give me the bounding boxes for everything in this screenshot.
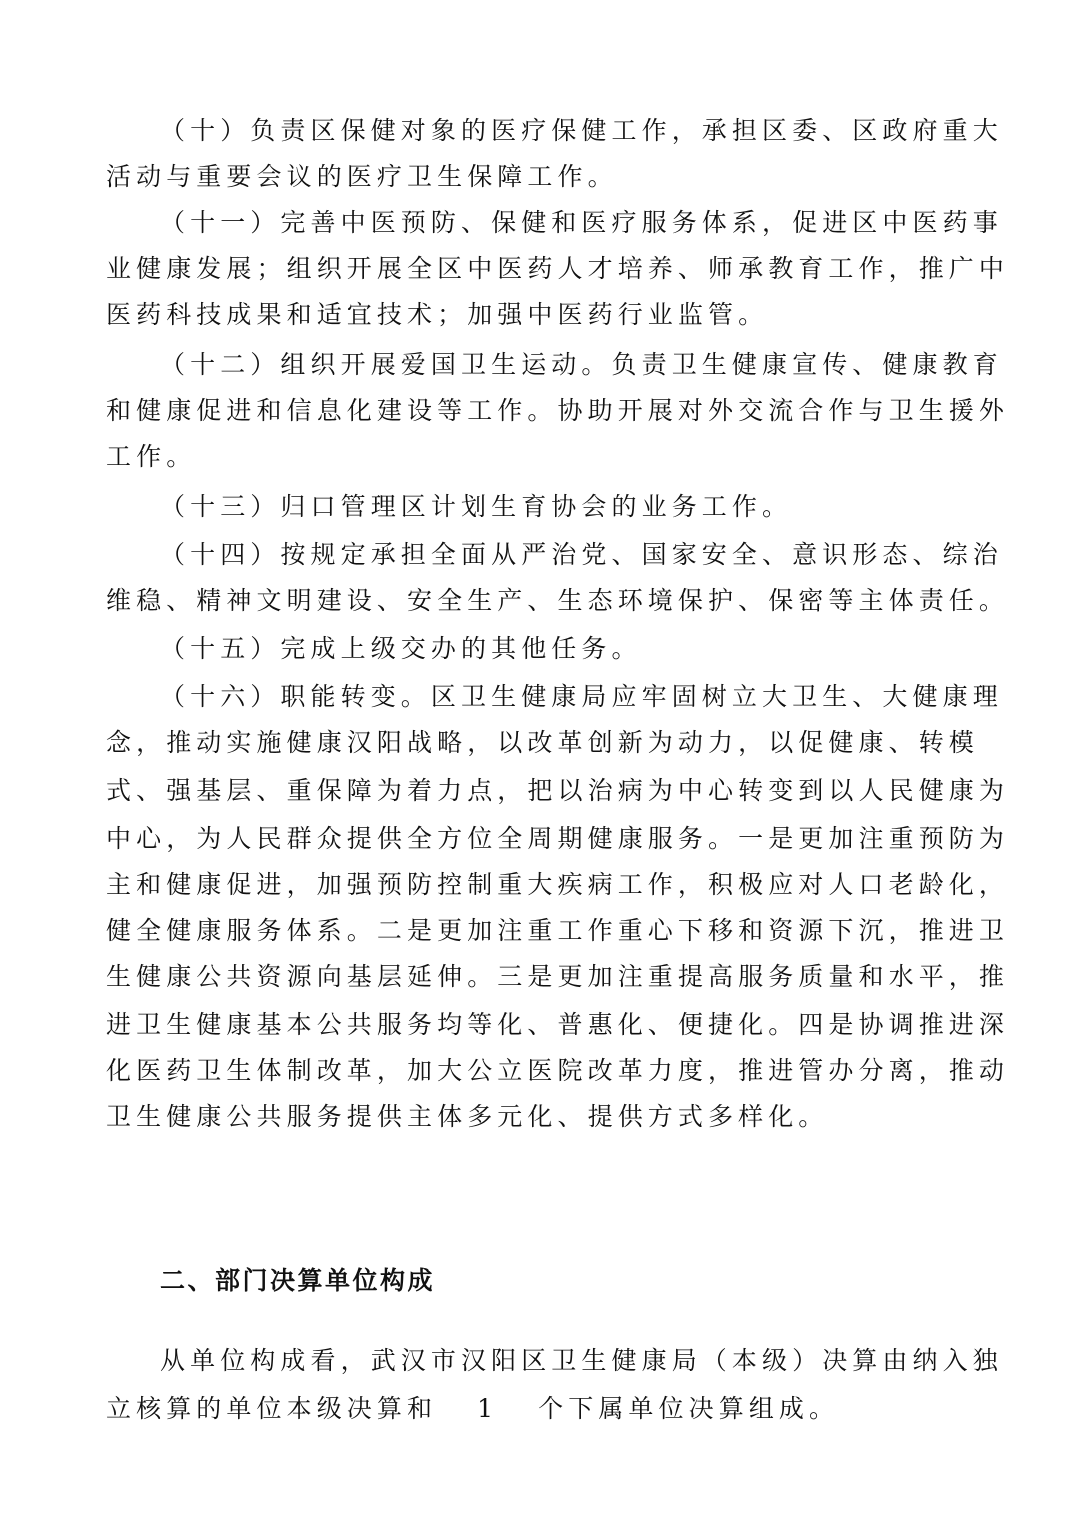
paragraph-line: 活动与重要会议的医疗卫生保障工作。 — [106, 162, 618, 191]
unit-composition-text: 立核算的单位本级决算和 — [106, 1394, 438, 1423]
paragraph-line: （十六）职能转变。区卫生健康局应牢固树立大卫生、大健康理 — [160, 682, 1003, 711]
paragraph-line: 和健康促进和信息化建设等工作。协助开展对外交流合作与卫生援外 — [106, 396, 1010, 425]
paragraph-line: （十四）按规定承担全面从严治党、国家安全、意识形态、综治 — [160, 540, 1003, 569]
paragraph-line: 医药科技成果和适宜技术；加强中医药行业监管。 — [106, 300, 769, 329]
paragraph-line: 念，推动实施健康汉阳战略，以改革创新为动力，以促健康、转模 — [106, 728, 979, 757]
paragraph-line: 主和健康促进，加强预防控制重大疾病工作，积极应对人口老龄化， — [106, 870, 1010, 899]
paragraph-line — [106, 1394, 839, 1424]
paragraph-line: （十二）组织开展爱国卫生运动。负责卫生健康宣传、健康教育 — [160, 350, 1003, 379]
paragraph-line: 生健康公共资源向基层延伸。三是更加注重提高服务质量和水平，推 — [106, 962, 1010, 991]
paragraph-line: 式、强基层、重保障为着力点，把以治病为中心转变到以人民健康为 — [106, 776, 1010, 805]
paragraph-line: （十一）完善中医预防、保健和医疗服务体系，促进区中医药事 — [160, 208, 1003, 237]
paragraph-line: 从单位构成看，武汉市汉阳区卫生健康局（本级）决算由纳入独 — [160, 1346, 1003, 1375]
paragraph-line: 化医药卫生体制改革，加大公立医院改革力度，推进管办分离，推动 — [106, 1056, 1010, 1085]
paragraph-line: 健全健康服务体系。二是更加注重工作重心下移和资源下沉，推进卫 — [106, 916, 1010, 945]
paragraph-line: 维稳、精神文明建设、安全生产、生态环境保护、保密等主体责任。 — [106, 586, 1010, 615]
paragraph-line: （十三）归口管理区计划生育协会的业务工作。 — [160, 492, 793, 521]
section-heading: 二、部门决算单位构成 — [160, 1266, 436, 1295]
subordinate-unit-count: 1 — [477, 1394, 499, 1423]
paragraph-line: 业健康发展；组织开展全区中医药人才培养、师承教育工作，推广中 — [106, 254, 1010, 283]
paragraph-line: 中心，为人民群众提供全方位全周期健康服务。一是更加注重预防为 — [106, 824, 1010, 853]
paragraph-line: 工作。 — [106, 442, 197, 471]
paragraph-line: 卫生健康公共服务提供主体多元化、提供方式多样化。 — [106, 1102, 829, 1131]
paragraph-line: 进卫生健康基本公共服务均等化、普惠化、便捷化。四是协调推进深 — [106, 1010, 1010, 1039]
paragraph-line: （十五）完成上级交办的其他任务。 — [160, 634, 642, 663]
paragraph-line: （十）负责区保健对象的医疗保健工作，承担区委、区政府重大 — [160, 116, 1003, 145]
unit-composition-text-end: 个下属单位决算组成。 — [538, 1394, 840, 1423]
